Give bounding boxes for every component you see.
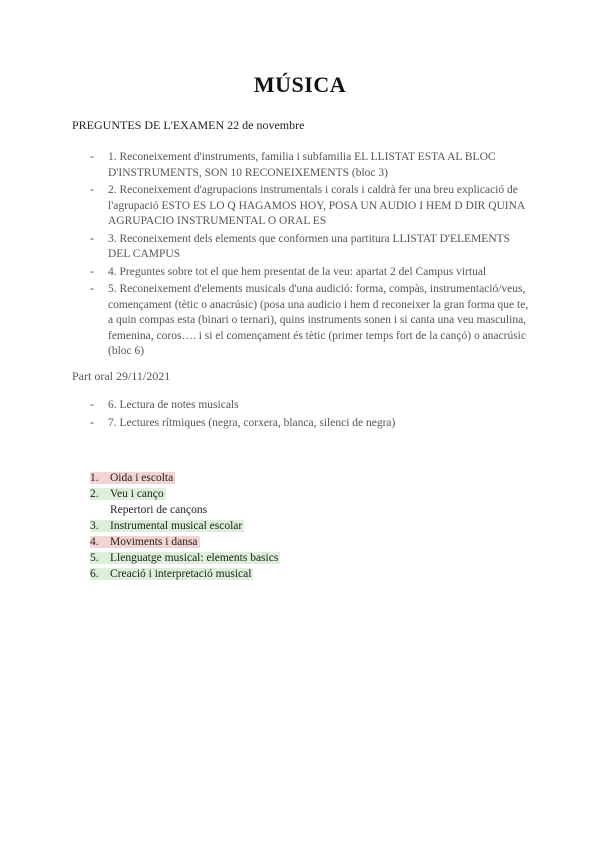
topic-number: 3. bbox=[90, 520, 99, 532]
exam-heading: PREGUNTES DE L'EXAMEN 22 de novembre bbox=[72, 118, 305, 132]
exam-item: - 2. Reconeixement d'agrupacions instrumentals i corals i caldrà fer una breu explicació de l'agrupació ESTO ES LO Q HAGAMOS HOY, POSA UN AUDIO I HEM D DIR QUINA AGRUPACIO INSTRUMENTAL O ORAL ES bbox=[90, 183, 530, 230]
oral-heading: Part oral 29/11/2021 bbox=[72, 369, 171, 383]
oral-items-list bbox=[90, 398, 530, 433]
exam-items-list bbox=[90, 150, 530, 362]
topic-item bbox=[90, 486, 390, 502]
exam-item: - 5. Reconeixement d'elements musicals d'una audició: forma, compàs, instrumentació/veus, començament (tètic o anacrúsic) (posa una audicio i hem d reconeixer la gran forma que te, a quin compas esta (binari o ternari), quins instruments sonen i si canta una veu masculina, femenina, coros…. i si el començament és tètic (primer temps fort de la cançó) o anacrúsic (bloc 6) bbox=[90, 282, 530, 360]
topic-subitem: Repertori de cançons bbox=[110, 504, 208, 516]
exam-item: - 1. Reconeixement d'instruments, familia i subfamilia EL LLISTAT ESTA AL BLOC D'INSTRUMENTS, SON 10 RECONEIXEMENTS (bloc 3) bbox=[90, 150, 530, 181]
page-title: MÚSICA bbox=[253, 72, 347, 97]
exam-item: - 3. Reconeixement dels elements que conformen una partitura LLISTAT D'ELEMENTS DEL CAMPUS bbox=[90, 232, 530, 263]
topic-label: Moviments i dansa bbox=[110, 536, 198, 548]
topic-label: Veu i canço bbox=[110, 488, 164, 500]
topic-number: 5. bbox=[90, 552, 99, 564]
exam-item: - 4. Preguntes sobre tot el que hem presentat de la veu: apartat 2 del Campus virtual bbox=[90, 265, 530, 281]
topic-label: Oida i escolta bbox=[110, 472, 174, 484]
topic-label: Instrumental musical escolar bbox=[110, 520, 243, 532]
topic-item bbox=[90, 566, 390, 582]
topic-item bbox=[90, 518, 390, 534]
topic-item bbox=[90, 550, 390, 566]
oral-item: - 7. Lectures rítmiques (negra, corxera, blanca, silenci de negra) bbox=[90, 416, 530, 432]
topic-number: 1. bbox=[90, 472, 99, 484]
topic-number: 2. bbox=[90, 488, 99, 500]
topic-number: 4. bbox=[90, 536, 99, 548]
topic-label: Llenguatge musical: elements basics bbox=[110, 552, 279, 564]
topics-list bbox=[90, 470, 390, 582]
topic-number: 6. bbox=[90, 568, 99, 580]
topic-label: Creació i interpretació musical bbox=[110, 568, 252, 580]
oral-item: - 6. Lectura de notes musicals bbox=[90, 398, 530, 414]
topic-item bbox=[90, 534, 390, 550]
topic-item bbox=[90, 470, 390, 486]
